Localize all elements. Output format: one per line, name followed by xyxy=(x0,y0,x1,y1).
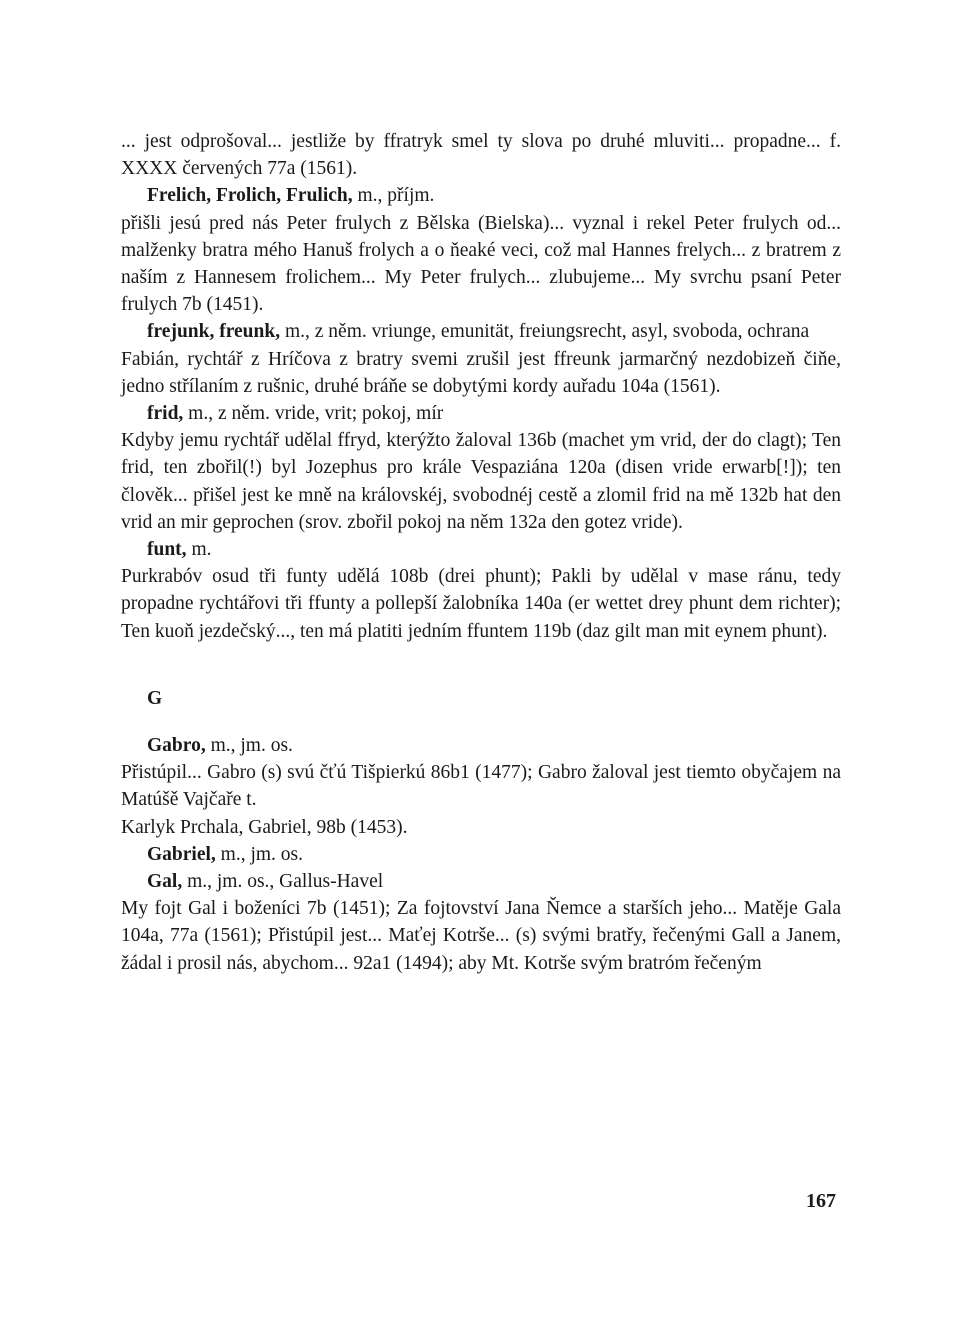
headword-frelich: Frelich, Frolich, Frulich, xyxy=(147,185,353,207)
headword-gabriel: Gabriel, xyxy=(147,843,216,865)
grammar-gal: m., jm. os., Gallus-Havel xyxy=(182,871,384,893)
headword-frid: frid, xyxy=(147,403,184,425)
entry-funt-headline xyxy=(121,536,841,563)
section-spacer xyxy=(121,645,841,685)
entry-frejunk-body: Fabián, rychtář z Hríčova z bratry svemi zrušil jest ffreunk jarmarčný nezdobizeň čiňe, jedno střílaním z rušnic, druhé bráňe se dobytými kordy auřadu 104a (1561). xyxy=(121,348,841,397)
grammar-gabro: m., jm. os. xyxy=(205,735,293,757)
headword-funt: funt, xyxy=(147,539,187,561)
entry-gabro-headline xyxy=(121,732,841,759)
grammar-frelich: m., příjm. xyxy=(352,185,435,207)
entry-frejunk-headline xyxy=(121,318,841,345)
grammar-funt: m. xyxy=(186,539,212,561)
headword-frejunk: frejunk, freunk, xyxy=(147,321,281,343)
grammar-frejunk: m., z něm. vriunge, emunität, freiungsrecht, asyl, svoboda, ochrana xyxy=(280,321,810,343)
section-spacer-2 xyxy=(121,712,841,732)
entry-continuation: ... jest odprošoval... jestliže by ffratryk smel ty slova po druhé mluviti... propadne... f. XXXX červených 77a (1561). xyxy=(121,131,841,180)
entry-gal-headline xyxy=(121,868,841,895)
entry-karlyk-line: Karlyk Prchala, Gabriel, 98b (1453). xyxy=(121,816,408,838)
grammar-gabriel: m., jm. os. xyxy=(215,843,304,865)
entry-funt-body: Purkrabóv osud tři funty udělá 108b (drei phunt); Pakli by udělal v mase ránu, tedy propadne rychtářovi tři ffunty a pollepší žalobníka 140a (er wettet drey phunt dem richter); Ten kuoň jezdečský..., ten má platiti jedním ffuntem 119b (daz gilt man mit eynem phunt). xyxy=(121,566,841,642)
page-text-column xyxy=(121,128,841,977)
headword-gal: Gal, xyxy=(147,871,183,893)
entry-frelich-body: přišli jesú pred nás Peter frulych z Bělska (Bielska)... vyznal i rekel Peter frulych od... malženky bratra mého Hanuš frolych a o ňeaké veci, což mal Hannes frelych... z bratrem z naším z Hannesem frolichem... My Peter frulych... zlubujeme... My svrchu psaní Peter frulych 7b (1451). xyxy=(121,212,841,316)
entry-gabriel-headline xyxy=(121,841,841,868)
entry-gabro-body: Přistúpil... Gabro (s) svú čťú Tišpierkú 86b1 (1477); Gabro žaloval jest tiemto obyčajem na Matúšě Vajčaře t. xyxy=(121,762,841,811)
entry-gal-body: My fojt Gal i boženíci 7b (1451); Za fojtovství Jana Ňemce a starších jeho... Matěje Gala 104a, 77a (1561); Přistúpil jest... Maťej Kotrše... (s) svými bratřy, řečenými Gall a Janem, žádal i prosil nás, abychom... 92a1 (1494); aby Mt. Kotrše svým bratróm řečeným xyxy=(121,898,841,974)
entry-frid-headline xyxy=(121,400,841,427)
page-number: 167 xyxy=(806,1190,836,1212)
section-letter: G xyxy=(147,687,163,709)
entry-frelich-headline xyxy=(121,182,841,209)
grammar-frid: m., z něm. vride, vrit; pokoj, mír xyxy=(183,403,444,425)
headword-gabro: Gabro, xyxy=(147,735,206,757)
entry-frid-body: Kdyby jemu rychtář udělal ffryd, kterýžto žaloval 136b (machet ym vrid, der do clagt); Ten frid, ten zbořil(!) byl Jozephus pro krále Vespaziána 120a (disen vride erwarb[!]); ten člověk... přišel jest ke mně na královskéj, svobodnéj cestě a zlomil frid na mě 132b hat den vrid an mir geprochen (srov. zbořil pokoj na něm 132a den gotez vride). xyxy=(121,430,841,533)
